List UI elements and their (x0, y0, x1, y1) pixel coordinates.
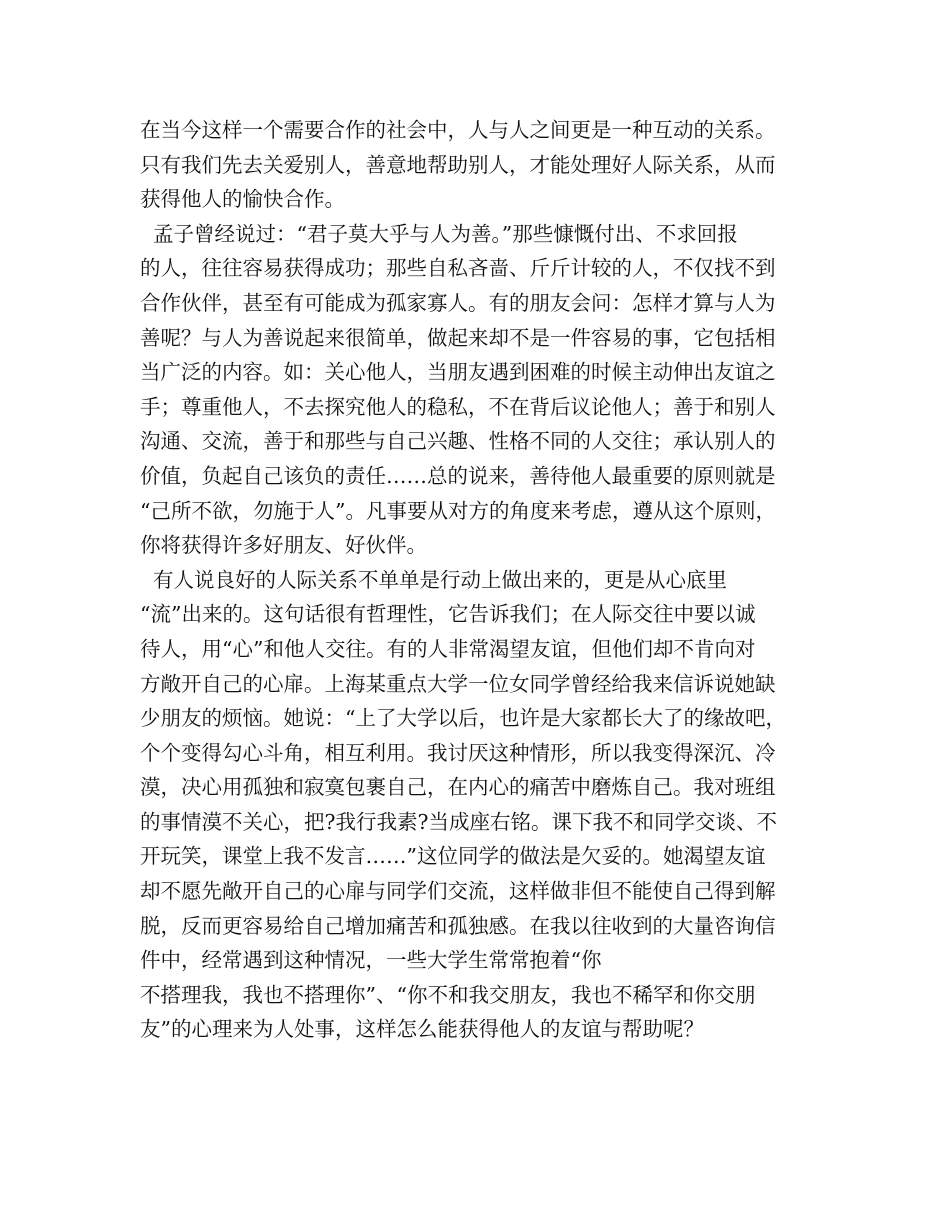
text-line: 在当今这样一个需要合作的社会中，人与人之间更是一种互动的关系。 (140, 118, 776, 142)
body-text (140, 113, 830, 1047)
text-line: 个个变得勾心斗角，相互利用。我讨厌这种情形，所以我变得深沉、冷 (140, 740, 776, 765)
text-line: 价值，负起自己该负的责任……总的说来，善待他人最重要的原则就是 (140, 463, 776, 488)
text-line: 友”的心理来为人处事，这样怎么能获得他人的友谊与帮助呢？ (140, 1017, 704, 1042)
text-line: 少朋友的烦恼。她说：“上了大学以后，也许是大家都长大了的缘故吧， (140, 706, 786, 731)
text-line: 方敞开自己的心扉。上海某重点大学一位女同学曾经给我来信诉说她缺 (140, 671, 776, 696)
text-line: 漠，决心用孤独和寂寞包裹自己，在内心的痛苦中磨炼自己。我对班组 (140, 775, 776, 800)
text-line: 只有我们先去关爱别人，善意地帮助别人，才能处理好人际关系，从而 (140, 152, 776, 177)
text-line: “己所不欲，勿施于人”。凡事要从对方的角度来考虑，遵从这个原则， (140, 498, 776, 523)
text-line: 有人说良好的人际关系不单单是行动上做出来的，更是从心底里 (140, 567, 728, 592)
text-line: 你将获得许多好朋友、好伙伴。 (140, 533, 427, 558)
text-line: “流”出来的。这句话很有哲理性，它告诉我们；在人际交往中要以诚 (140, 602, 756, 627)
text-line: 件中，经常遇到这种情况，一些大学生常常抱着“你 (140, 948, 602, 973)
text-line: 当广泛的内容。如：关心他人，当朋友遇到困难的时候主动伸出友谊之 (140, 360, 776, 385)
text-line: 合作伙伴，甚至有可能成为孤家寡人。有的朋友会问：怎样才算与人为 (140, 290, 776, 315)
text-line: 沟通、交流，善于和那些与自己兴趣、性格不同的人交往；承认别人的 (140, 429, 776, 454)
text-line: 脱，反而更容易给自己增加痛苦和孤独感。在我以往收到的大量咨询信 (140, 913, 776, 938)
text-line: 开玩笑，课堂上我不发言……”这位同学的做法是欠妥的。她渴望友谊 (140, 844, 766, 869)
text-line: 的事情漠不关心，把?我行我素?当成座右铭。课下我不和同学交谈、不 (140, 809, 777, 834)
text-line: 却不愿先敞开自己的心扉与同学们交流，这样做非但不能使自己得到解 (140, 879, 776, 904)
text-line: 善呢？与人为善说起来很简单，做起来却不是一件容易的事，它包括相 (140, 325, 776, 350)
text-line: 获得他人的愉快合作。 (140, 187, 345, 212)
text-line: 孟子曾经说过：“君子莫大乎与人为善。”那些慷慨付出、不求回报 (140, 221, 738, 246)
text-line: 不搭理我，我也不搭理你”、“你不和我交朋友，我也不稀罕和你交朋 (140, 982, 756, 1007)
text-line: 的人，往往容易获得成功；那些自私吝啬、斤斤计较的人，不仅找不到 (140, 256, 776, 281)
text-line: 待人，用“心”和他人交往。有的人非常渴望友谊，但他们却不肯向对 (140, 636, 756, 661)
text-line: 手；尊重他人，不去探究他人的稳私，不在背后议论他人；善于和别人 (140, 394, 776, 419)
